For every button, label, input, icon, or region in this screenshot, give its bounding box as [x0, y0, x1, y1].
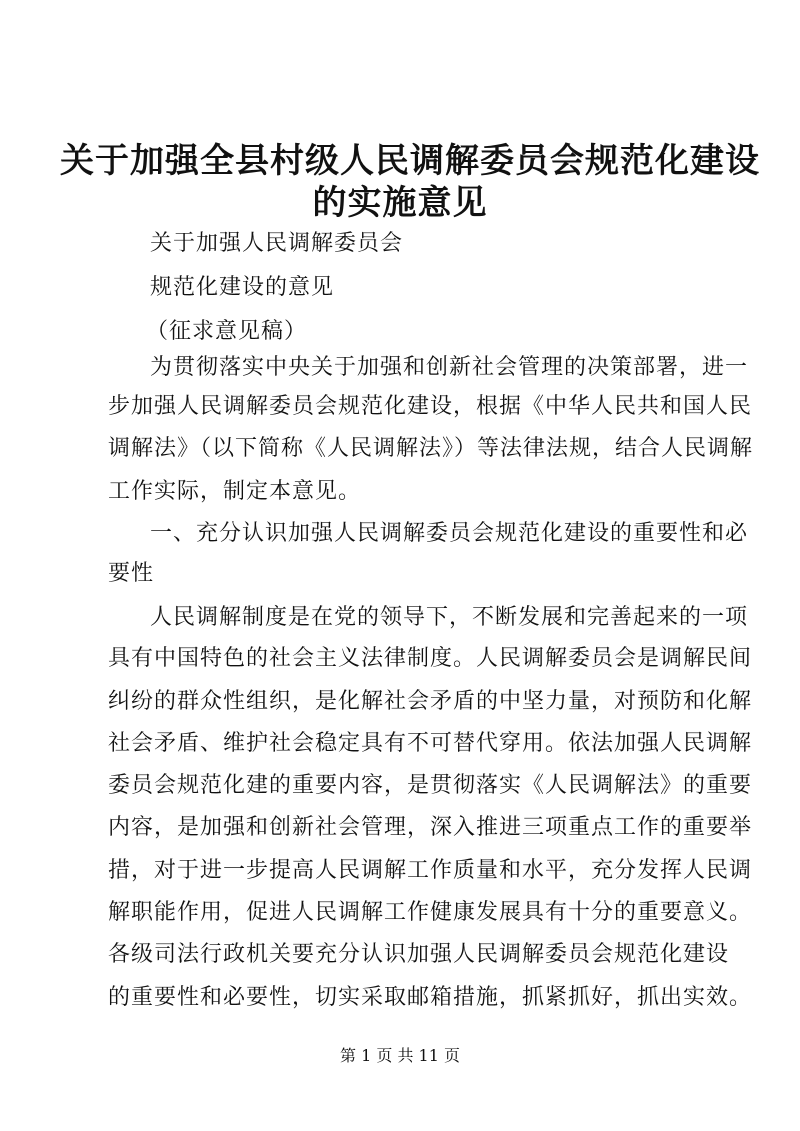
- section-1-body-line: 委员会规范化建的重要内容，是贯彻落实《人民调解法》的重要: [108, 773, 753, 798]
- section-1-heading-line: 一、充分认识加强人民调解委员会规范化建设的重要性和必: [150, 521, 749, 546]
- intro-line: 为贯彻落实中央关于加强和创新社会管理的决策部署，进一: [150, 355, 749, 380]
- section-1-body-line: 具有中国特色的社会主义法律制度。人民调解委员会是调解民间: [108, 646, 753, 671]
- section-1-body-line: 内容，是加强和创新社会管理，深入推进三项重点工作的重要举: [108, 815, 753, 840]
- section-1-body-line: 的重要性和必要性，切实采取邮箱措施，抓紧抓好，抓出实效。: [108, 985, 753, 1010]
- subtitle-line-2: 规范化建设的意见: [150, 275, 335, 300]
- section-1-body-line: 各级司法行政机关要充分认识加强人民调解委员会规范化建设: [108, 942, 730, 967]
- subtitle-line-1: 关于加强人民调解委员会: [150, 231, 404, 256]
- page-footer: 第 1 页 共 11 页: [340, 1046, 460, 1065]
- draft-note: （征求意见稿）: [146, 319, 308, 344]
- document-title-line-2: 的实施意见: [312, 183, 488, 223]
- document-title-line-1: 关于加强全县村级人民调解委员会规范化建设: [60, 141, 760, 181]
- intro-line: 工作实际，制定本意见。: [108, 479, 362, 504]
- section-1-body-line: 人民调解制度是在党的领导下，不断发展和完善起来的一项: [150, 605, 749, 630]
- section-1-body-line: 纠纷的群众性组织，是化解社会矛盾的中坚力量，对预防和化解: [108, 689, 753, 714]
- intro-line: 调解法》（以下简称《人民调解法》）等法律法规，结合人民调解: [108, 436, 754, 461]
- intro-line: 步加强人民调解委员会规范化建设，根据《中华人民共和国人民: [108, 394, 753, 419]
- section-1-body-line: 解职能作用，促进人民调解工作健康发展具有十分的重要意义。: [108, 900, 753, 925]
- section-1-heading-line: 要性: [108, 561, 155, 586]
- section-1-body-line: 措，对于进一步提高人民调解工作质量和水平，充分发挥人民调: [108, 858, 753, 883]
- section-1-body-line: 社会矛盾、维护社会稳定具有不可替代穿用。依法加强人民调解: [108, 731, 753, 756]
